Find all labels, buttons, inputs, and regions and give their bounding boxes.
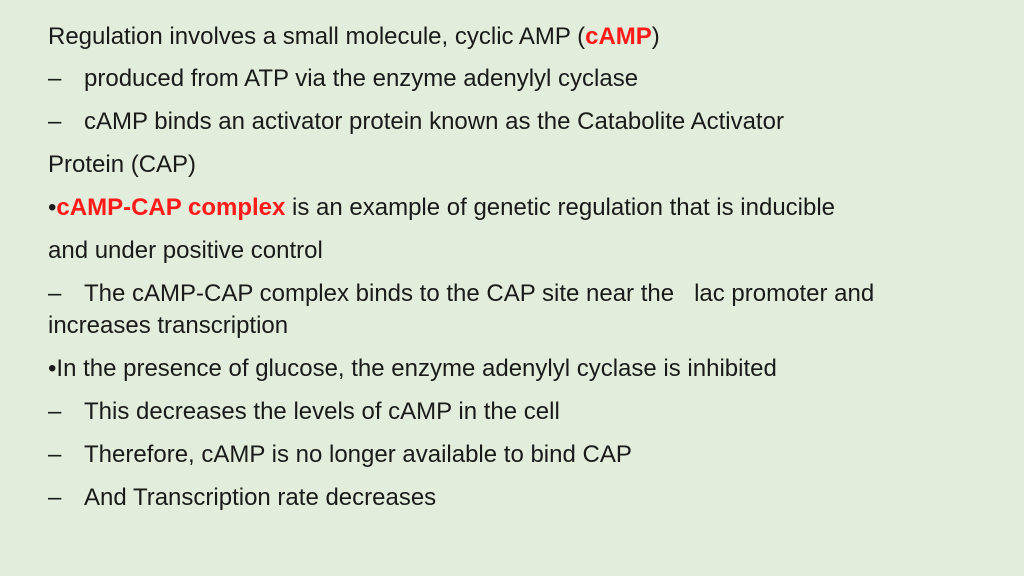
line-text: increases transcription [48, 312, 289, 339]
bullet-marker: • [48, 355, 57, 382]
text-line-continuation [48, 150, 196, 180]
camp-cap-complex-highlight: cAMP-CAP complex [56, 194, 286, 221]
bullet-camp-cap-complex [48, 193, 835, 223]
sub-bullet-camp-binds [48, 107, 784, 137]
line-text-end: ) [651, 23, 660, 50]
line-text: cAMP binds an activator protein known as the Catabolite Activator [84, 108, 784, 135]
line-text: is an example of genetic regulation that is inducible [285, 194, 836, 221]
line-text: Therefore, cAMP is no longer available to bind CAP [84, 441, 632, 468]
line-text: Regulation involves a small molecule, cyclic AMP ( [48, 23, 586, 50]
text-line-continuation [48, 311, 288, 341]
dash-marker: – [48, 280, 62, 307]
sub-bullet-decreases-camp [48, 397, 560, 427]
dash-marker: – [48, 441, 62, 468]
line-text: And Transcription rate decreases [84, 484, 437, 511]
bullet-glucose [48, 354, 777, 384]
text-line-regulation [48, 22, 660, 52]
line-text: Protein (CAP) [48, 151, 197, 178]
dash-marker: – [48, 398, 62, 425]
text-line-continuation [48, 236, 323, 266]
sub-bullet-cap-site [48, 279, 874, 309]
dash-marker: – [48, 65, 62, 92]
line-text: produced from ATP via the enzyme adenylyl cyclase [84, 65, 639, 92]
dash-marker: – [48, 484, 62, 511]
camp-highlight: cAMP [585, 23, 652, 50]
line-text: In the presence of glucose, the enzyme adenylyl cyclase is inhibited [56, 355, 777, 382]
line-text: The cAMP-CAP complex binds to the CAP site near the lac promoter and [84, 280, 875, 307]
sub-bullet-produced-from-atp [48, 64, 638, 94]
dash-marker: – [48, 108, 62, 135]
sub-bullet-transcription-decreases [48, 483, 436, 513]
line-text: This decreases the levels of cAMP in the cell [84, 398, 560, 425]
bullet-marker: • [48, 194, 57, 221]
sub-bullet-no-longer-available [48, 440, 632, 470]
line-text: and under positive control [48, 237, 323, 264]
